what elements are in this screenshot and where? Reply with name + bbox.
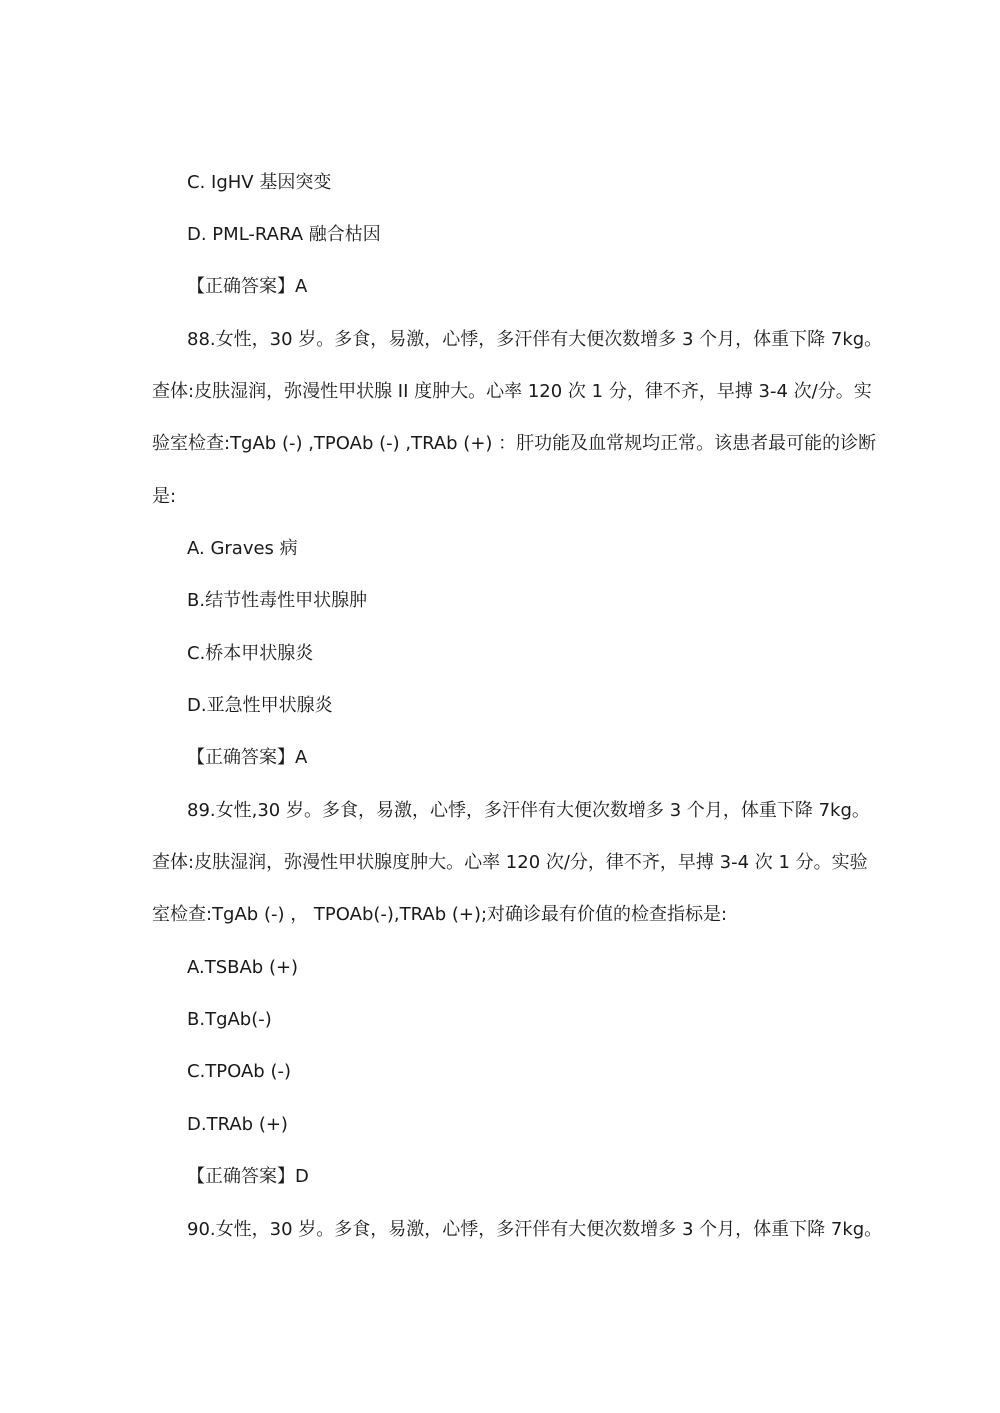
q88-option-c: C.桥本甲状腺炎 [187, 643, 314, 664]
q88-stem-line-3: 验室检查:TgAb (-) ,TPOAb (-) ,TRAb (+) ：肝功能及血常规均正常。该患者最可能的诊断 [152, 433, 877, 454]
q87-option-d: D. PML-RARA 融合枯因 [187, 224, 381, 245]
q89-option-b: B.TgAb(-) [187, 1009, 272, 1030]
q87-option-c: C. IgHV 基因突变 [187, 172, 332, 193]
q89-stem-line-1: 89.女性,30 岁。多食，易激，心悸，多汗伴有大便次数增多 3 个月，体重下降 7kg。 [187, 800, 870, 821]
q89-stem-line-2: 查体:皮肤湿润，弥漫性甲状腺度肿大。心率 120 次/分，律不齐，早搏 3-4 次 1 分。实验 [152, 852, 868, 873]
q88-stem-line-2: 查体:皮肤湿润，弥漫性甲状腺 II 度肿大。心率 120 次 1 分，律不齐，早搏 3-4 次/分。实 [152, 381, 872, 402]
q88-stem-line-1: 88.女性，30 岁。多食，易激，心悸，多汗伴有大便次数增多 3 个月，体重下降 7kg。 [187, 329, 883, 350]
q89-option-a: A.TSBAb (+) [187, 957, 299, 978]
q88-option-b: B.结节性毒性甲状腺肿 [187, 590, 368, 611]
q88-stem-line-4: 是: [152, 486, 177, 507]
q88-option-d: D.亚急性甲状腺炎 [187, 695, 333, 716]
q89-stem-line-3: 室检查:TgAb (-) ， TPOAb(-),TRAb (+);对确诊最有价值的检查指标是: [152, 904, 728, 925]
q89-option-d: D.TRAb (+) [187, 1114, 288, 1135]
q87-answer: 【正确答案】A [187, 276, 308, 297]
q88-option-a: A. Graves 病 [187, 538, 298, 559]
q89-option-c: C.TPOAb (-) [187, 1061, 291, 1082]
q90-stem-line-1: 90.女性，30 岁。多食，易激，心悸，多汗伴有大便次数增多 3 个月，体重下降 7kg。 [187, 1219, 883, 1240]
q89-answer: 【正确答案】D [187, 1166, 309, 1187]
q88-answer: 【正确答案】A [187, 747, 308, 768]
